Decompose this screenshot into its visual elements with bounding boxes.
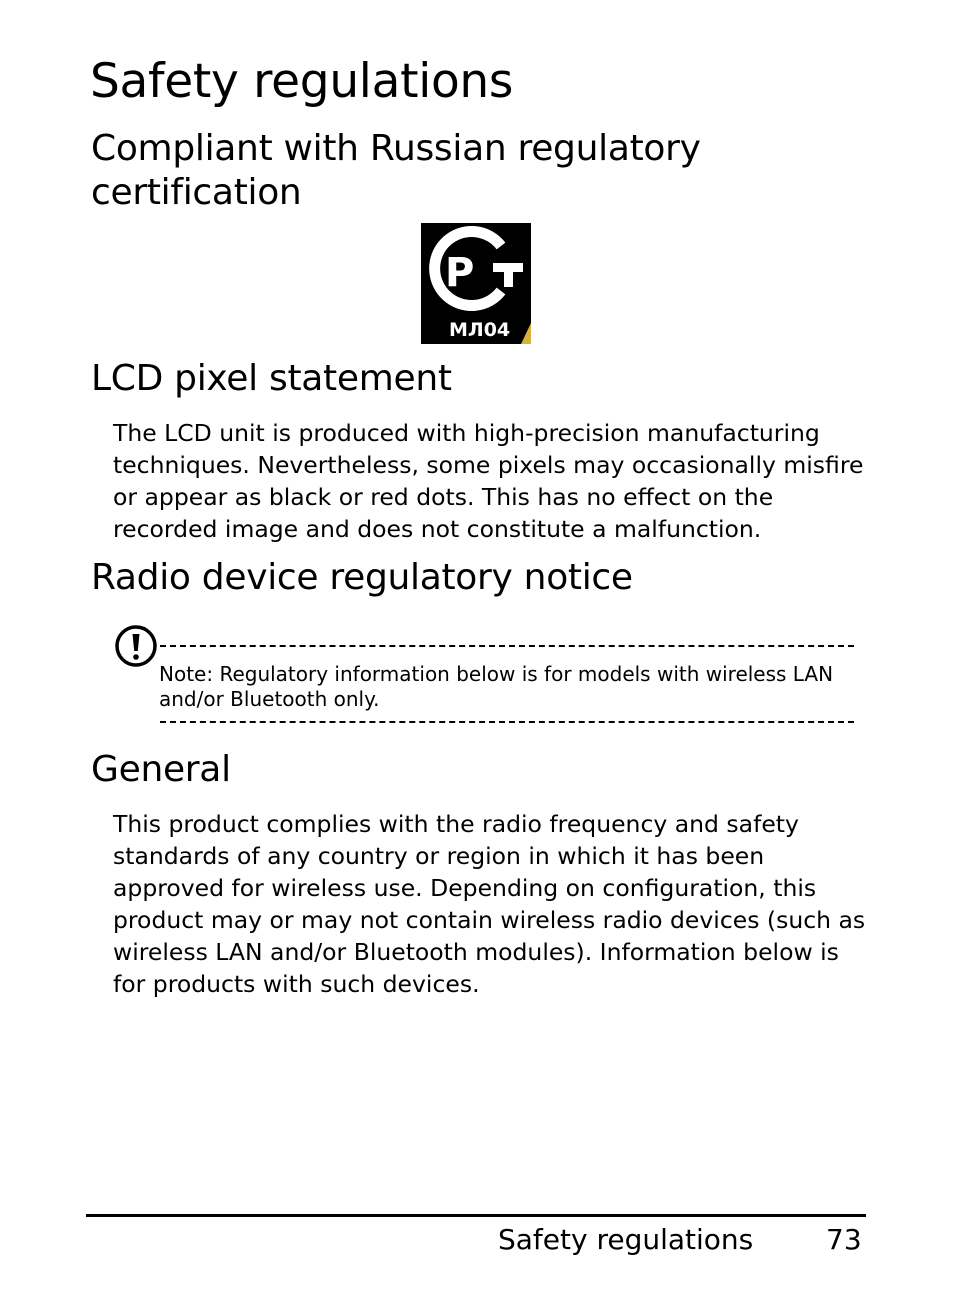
- general-heading: General: [91, 749, 231, 790]
- exclamation-circle-icon: [114, 624, 158, 668]
- footer-page-number: 73: [826, 1223, 862, 1256]
- general-text: This product complies with the radio frequency and safety standards of any country or region in which it has been approved for wireless use. Depending on configuration, this product may or may not contain wireless radio devices (such as wireless LAN and/or Bluetooth modules). Information below is for products with such devices.: [113, 810, 866, 998]
- note-label: Note: [159, 662, 207, 686]
- page-title: Safety regulations: [90, 54, 514, 109]
- logo-code-text: МЛ04: [449, 319, 511, 341]
- radio-notice-heading: Radio device regulatory notice: [91, 557, 633, 598]
- russian-certification-heading: Compliant with Russian regulatory certification: [91, 128, 701, 213]
- note-divider-bottom: [160, 721, 854, 723]
- note-body: : Regulatory information below is for models with wireless LAN and/or Bluetooth only.: [159, 662, 834, 711]
- note-divider-top: [160, 645, 854, 647]
- lcd-pixel-heading: LCD pixel statement: [91, 358, 452, 399]
- russian-certification-logo: [421, 223, 531, 344]
- note-text: [159, 662, 859, 712]
- logo-mark-text: P: [445, 250, 475, 296]
- lcd-pixel-text: The LCD unit is produced with high-precision manufacturing techniques. Nevertheless, some pixels may occasionally misfire or appear as black or red dots. This has no effect on the recorded image and does not constitute a malfunction.: [113, 419, 864, 543]
- footer-rule: [86, 1214, 866, 1217]
- footer-section-label: Safety regulations: [498, 1223, 754, 1256]
